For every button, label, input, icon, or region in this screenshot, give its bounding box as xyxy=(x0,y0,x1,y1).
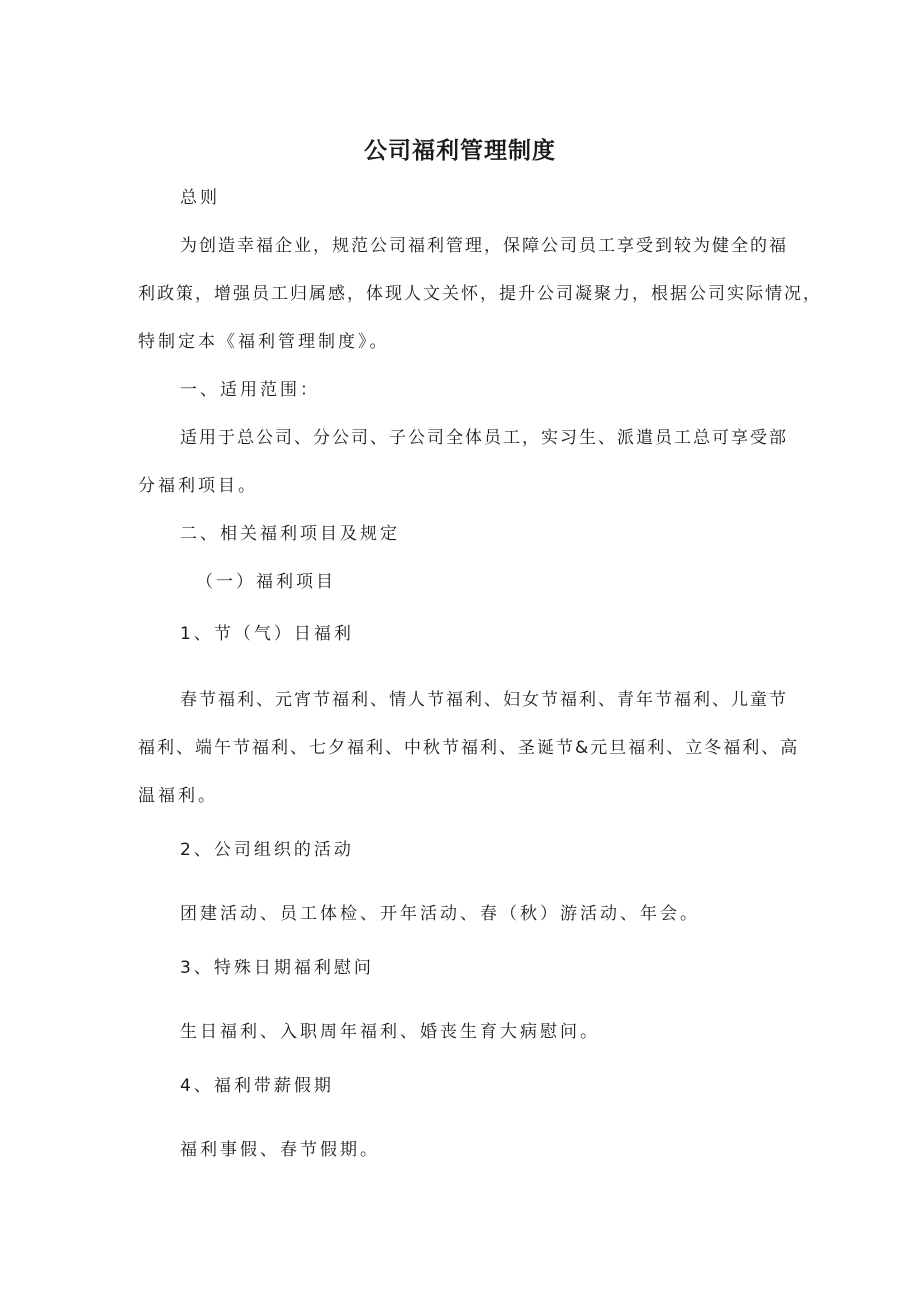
item3-heading: 3、特殊日期福利慰问 xyxy=(180,958,374,978)
general-heading: 总则 xyxy=(180,188,220,208)
section1-line-2: 分福利项目。 xyxy=(138,476,258,496)
item3-line-1: 生日福利、入职周年福利、婚丧生育大病慰问。 xyxy=(180,1022,600,1042)
document-title: 公司福利管理制度 xyxy=(364,138,556,164)
intro-line-3: 特制定本《福利管理制度》。 xyxy=(138,332,390,352)
section2-heading: 二、相关福利项目及规定 xyxy=(180,524,400,544)
item2-line-1: 团建活动、员工体检、开年活动、春（秋）游活动、年会。 xyxy=(180,904,700,924)
item1-line-2: 福利、端午节福利、七夕福利、中秋节福利、圣诞节&元旦福利、立冬福利、高 xyxy=(138,738,800,758)
section2-sub1: （一）福利项目 xyxy=(196,572,336,592)
item4-heading: 4、福利带薪假期 xyxy=(180,1076,334,1096)
item1-heading: 1、节（气）日福利 xyxy=(180,624,354,644)
item2-heading: 2、公司组织的活动 xyxy=(180,840,354,860)
item1-line-1: 春节福利、元宵节福利、情人节福利、妇女节福利、青年节福利、儿童节 xyxy=(180,690,788,710)
item4-line-1: 福利事假、春节假期。 xyxy=(180,1140,380,1160)
intro-line-2: 利政策，增强员工归属感，体现人文关怀，提升公司凝聚力，根据公司实际情况， xyxy=(138,284,822,304)
section1-heading: 一、适用范围： xyxy=(180,380,320,400)
section1-line-1: 适用于总公司、分公司、子公司全体员工，实习生、派遣员工总可享受部 xyxy=(180,428,788,448)
item1-line-3: 温福利。 xyxy=(138,786,218,806)
intro-line-1: 为创造幸福企业，规范公司福利管理，保障公司员工享受到较为健全的福 xyxy=(180,236,788,256)
